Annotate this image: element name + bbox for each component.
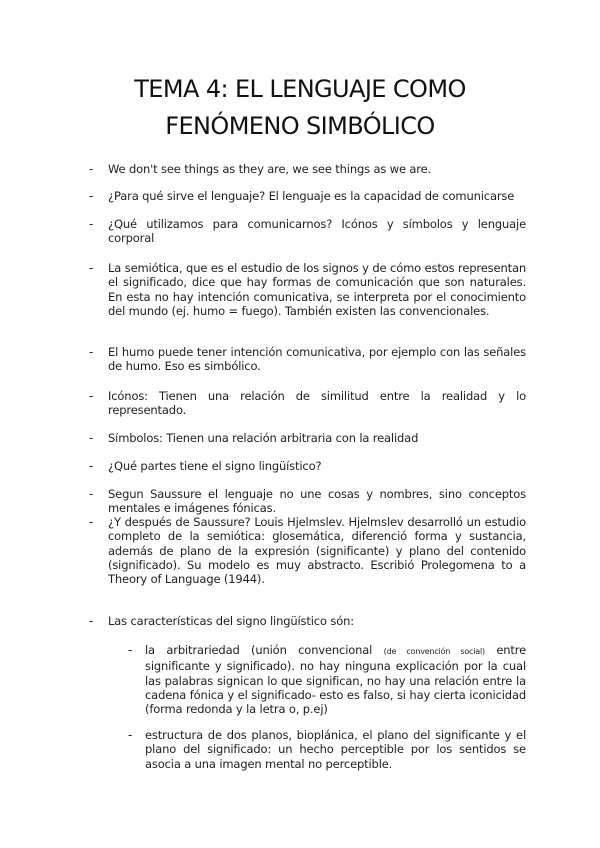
bullet-dash: - [89,217,94,231]
bullet-dash: - [89,261,94,275]
bullet-dash: - [89,614,94,628]
sub-item-text-start: la arbitrariedad (unión convencional [145,643,384,657]
list-item-text: We don't see things as they are, we see things as we are. [108,162,432,176]
list-item-text: ¿Qué utilizamos para comunicarnos? Icónos y símbolos y lenguaje corporal [108,217,526,246]
bullet-dash: - [89,345,94,359]
sub-item-text-end: entre significante y significado). no hay ninguna explicación por la cual las palabras signican lo que significan, no hay una relación entre la cadena fónica y el significado- esto es falso, si hay cierta iconicidad (forma redonda y la letra o, p.ej) [145,643,526,717]
bullet-dash: - [89,162,94,176]
bullet-dash: - [89,431,94,445]
bullet-dash: - [89,459,94,473]
bullet-dash: - [128,728,133,742]
bullet-dash: - [89,487,94,501]
list-item-text: Icónos: Tienen una relación de similitud entre la realidad y lo representado. [108,389,526,418]
page-title-line-1: TEMA 4: EL LENGUAJE COMO [134,75,466,103]
bullet-dash: - [89,389,94,403]
list-item-text: Símbolos: Tienen una relación arbitraria con la realidad [108,431,419,445]
list-item-text: El humo puede tener intención comunicativa, por ejemplo con las señales de humo. Eso es simbólico. [108,345,526,374]
sub-item-small-note: (de convención social) [383,647,485,656]
bullet-dash: - [89,515,94,529]
list-item-text: ¿Y después de Saussure? Louis Hjelmslev. Hjelmslev desarrolló un estudio completo de la semiótica: glosemática, diferenció forma y sustancia, además de plano de la expresión (significante) y plano del contenido (significado). Su modelo es muy abstracto. Escribió Prolegomena to a Theory of Language (1944). [108,515,526,587]
list-item-text: Segun Saussure el lenguaje no une cosas y nombres, sino conceptos mentales e imágenes fónicas. [108,487,526,516]
list-item-text: ¿Para qué sirve el lenguaje? El lenguaje es la capacidad de comunicarse [108,189,515,203]
list-item-text: Las características del signo lingüístico són: [108,614,354,628]
page-title-line-2: FENÓMENO SIMBÓLICO [165,112,435,140]
bullet-dash: - [128,643,133,657]
sub-list-item-text [145,643,526,716]
list-item-text: La semiótica, que es el estudio de los signos y de cómo estos representan el significado, dice que hay formas de comunicación que son naturales. En esta no hay intención comunicativa, se interpreta por el conocimiento del mundo (ej. humo = fuego). También existen las convencionales. [108,261,526,318]
sub-list-item-text: estructura de dos planos, bioplánica, el plano del significante y el plano del significado: un hecho perceptible por los sentidos se asocia a una imagen mental no perceptible. [145,728,526,771]
bullet-dash: - [89,189,94,203]
list-item-text: ¿Qué partes tiene el signo lingüístico? [108,459,322,473]
